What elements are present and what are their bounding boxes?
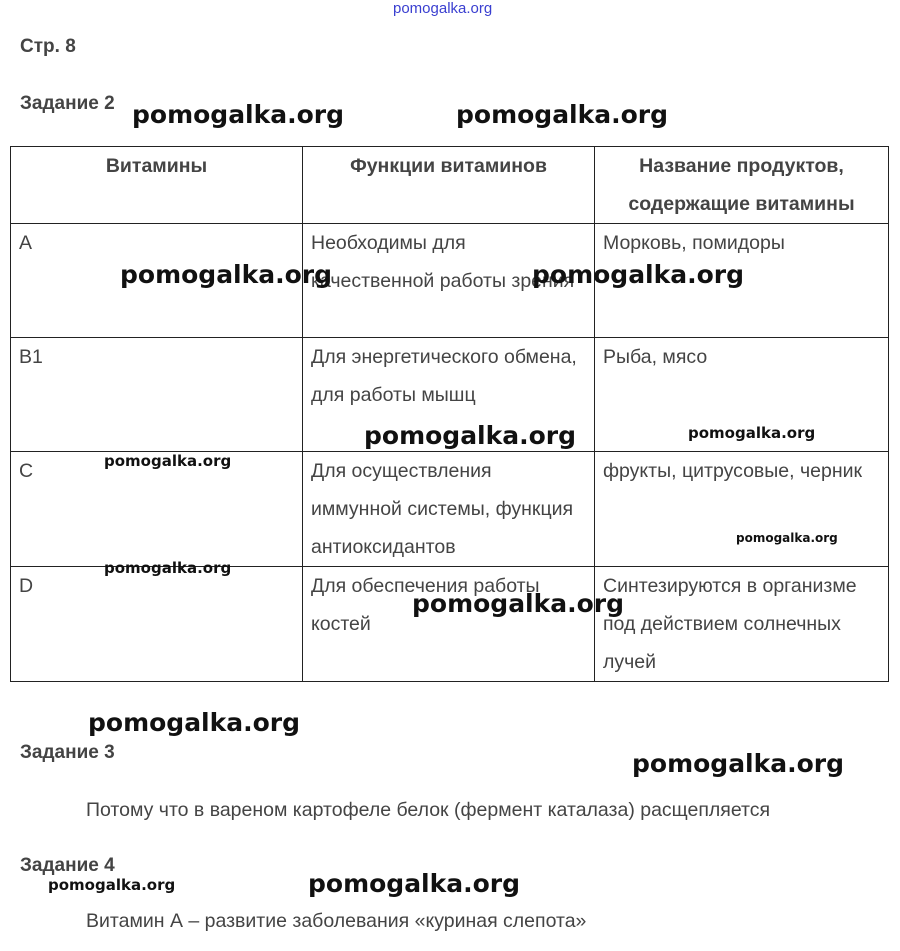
header-products: Название продуктов, содержащие витамины [595, 147, 889, 224]
task4-answer: Витамин А – развитие заболевания «куриная слепота» [86, 910, 587, 932]
watermark: pomogalka.org [48, 876, 176, 894]
task3-title: Задание 3 [20, 742, 115, 763]
task4-title: Задание 4 [20, 855, 115, 876]
function-cell: Для обеспечения работы костей [303, 567, 595, 682]
table-header-row [11, 147, 889, 224]
table-row [11, 567, 889, 682]
function-cell: Необходимы для качественной работы зрения [303, 224, 595, 338]
watermark: pomogalka.org [412, 589, 625, 618]
watermark: pomogalka.org [308, 869, 521, 898]
watermark: pomogalka.org [120, 260, 333, 289]
products-cell: Синтезируются в организме под действием солнечных лучей [595, 567, 889, 682]
watermark: pomogalka.org [104, 559, 232, 577]
products-cell: Рыба, мясо [595, 338, 889, 452]
page-label: Стр. 8 [20, 36, 76, 57]
watermark: pomogalka.org [456, 100, 669, 129]
watermark: pomogalka.org [532, 260, 745, 289]
task2-title: Задание 2 [20, 93, 115, 114]
watermark: pomogalka.org [736, 531, 838, 545]
products-cell: фрукты, цитрусовые, черник [595, 452, 889, 567]
watermark: pomogalka.org [688, 424, 816, 442]
products-cell: Морковь, помидоры [595, 224, 889, 338]
watermark: pomogalka.org [632, 749, 845, 778]
watermark: pomogalka.org [364, 421, 577, 450]
vitamin-cell: A [11, 224, 303, 338]
watermark: pomogalka.org [104, 452, 232, 470]
task3-answer: Потому что в вареном картофеле белок (фермент каталаза) расщепляется [86, 799, 771, 821]
header-functions: Функции витаминов [303, 147, 595, 224]
function-cell: Для энергетического обмена, для работы мышц [303, 338, 595, 452]
header-vitamins: Витамины [11, 147, 303, 224]
top-watermark: pomogalka.org [393, 0, 493, 17]
watermark: pomogalka.org [132, 100, 345, 129]
vitamin-cell: B1 [11, 338, 303, 452]
vitamin-cell: C [11, 452, 303, 567]
watermark: pomogalka.org [88, 708, 301, 737]
vitamin-cell: D [11, 567, 303, 682]
function-cell: Для осуществления иммунной системы, функция антиоксидантов [303, 452, 595, 567]
